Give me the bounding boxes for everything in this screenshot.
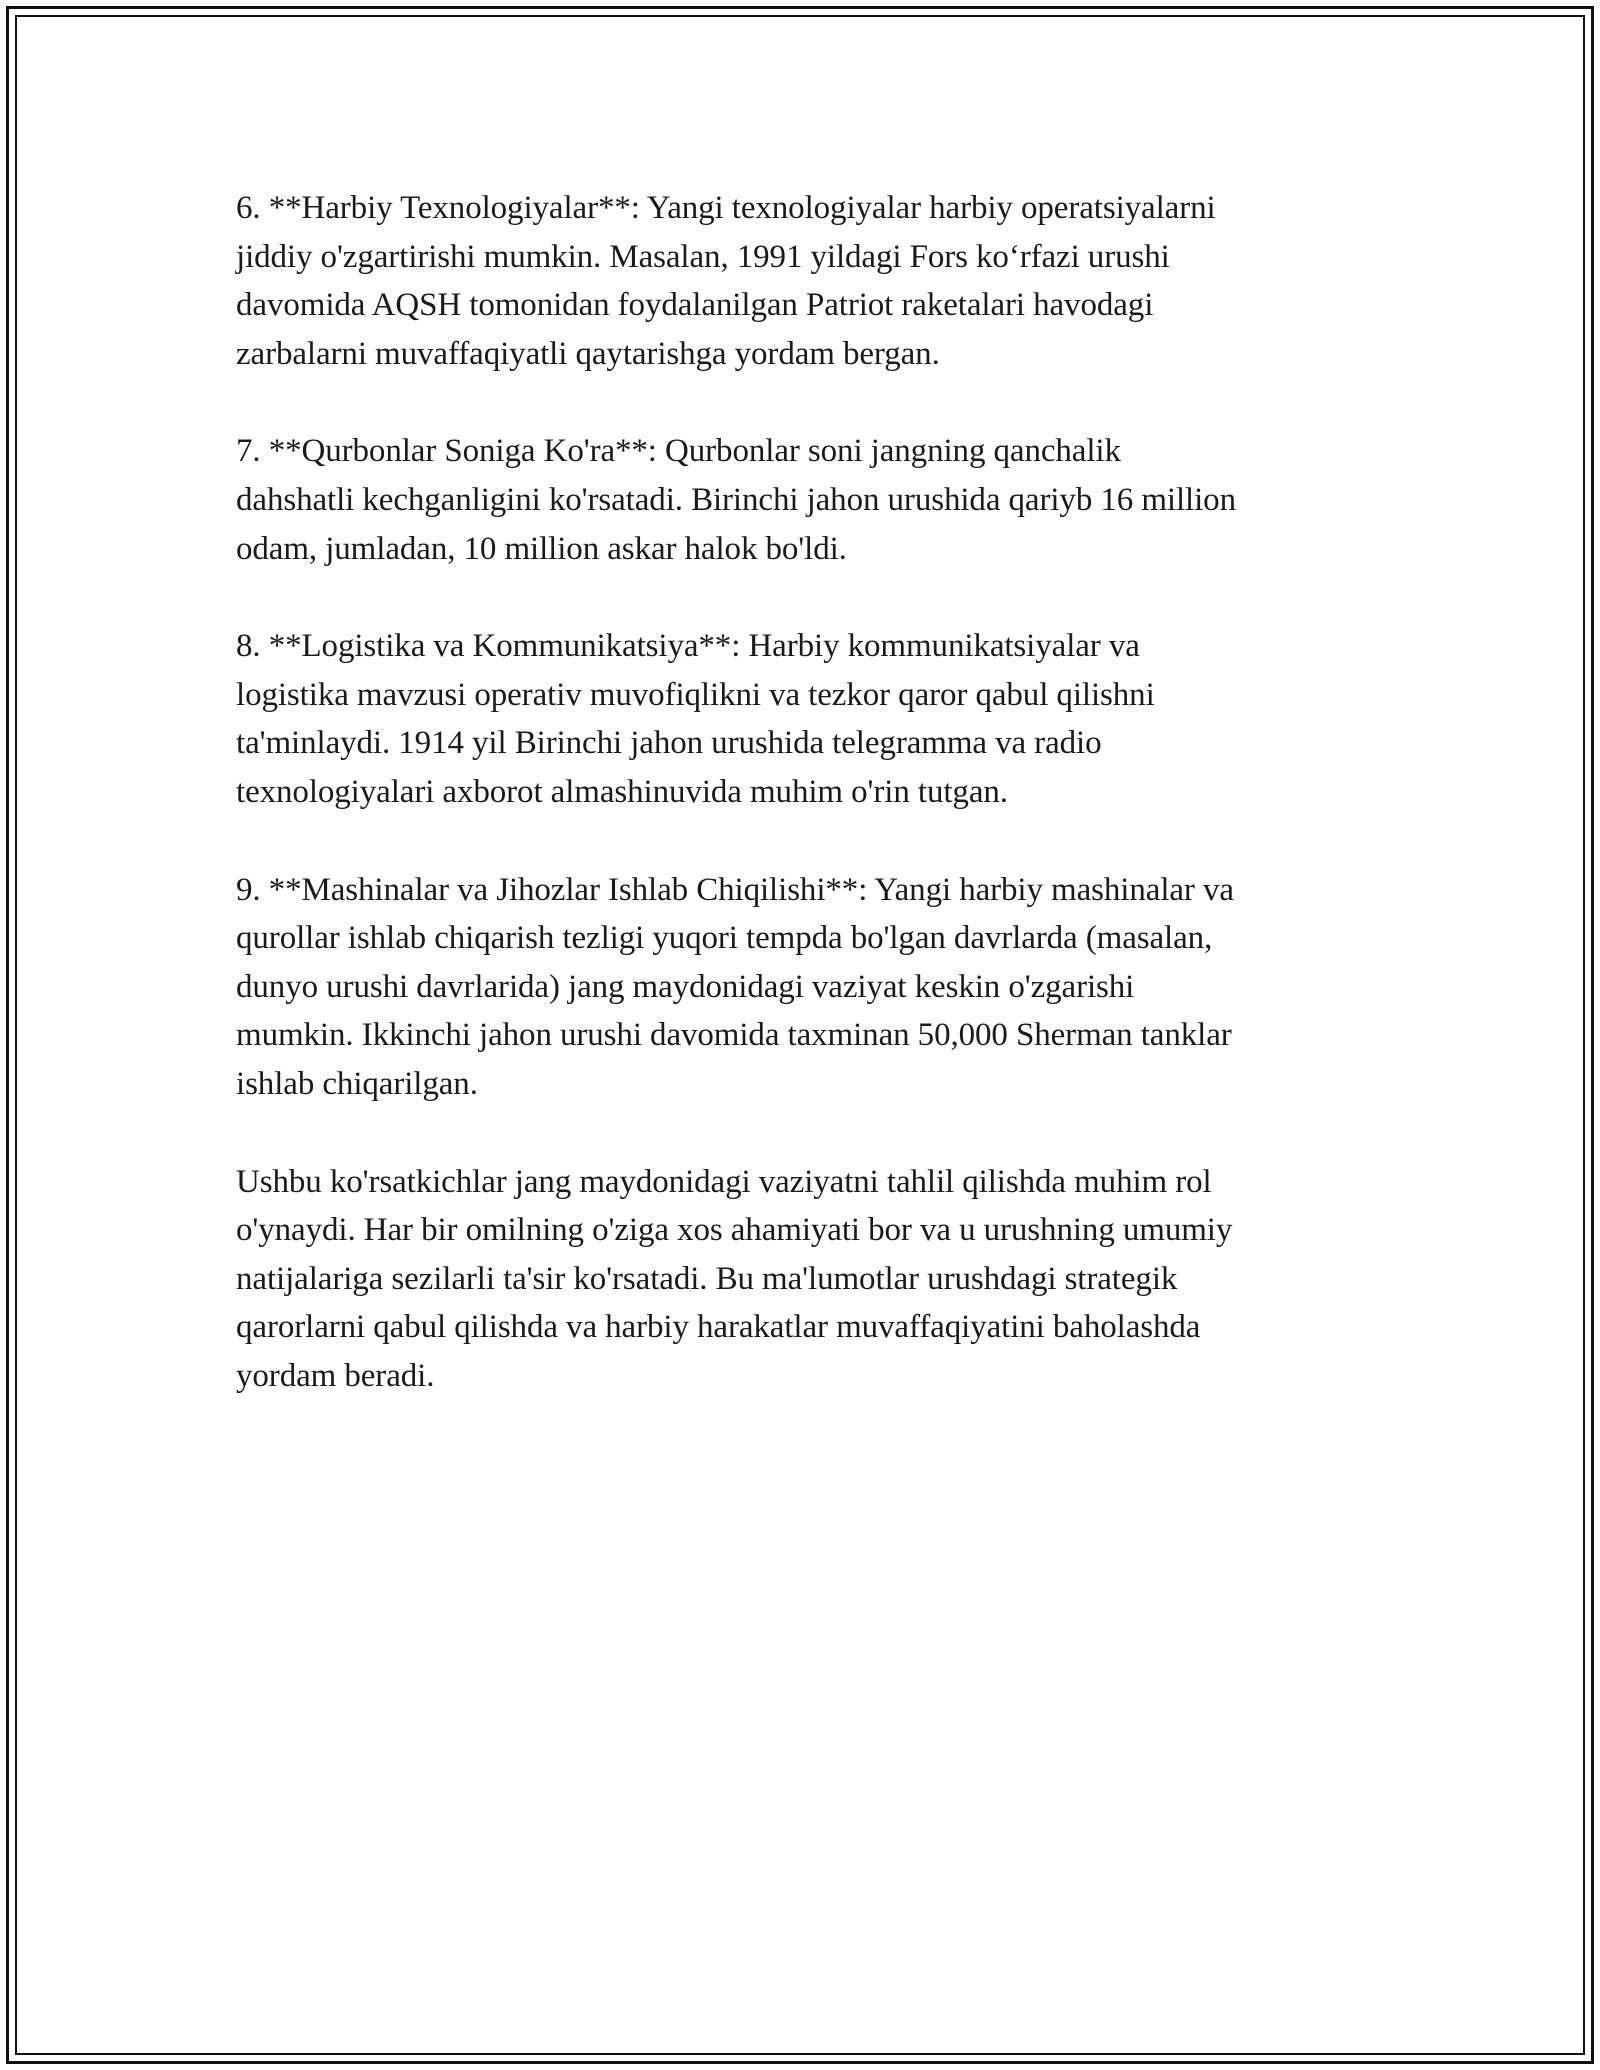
text-line: logistika mavzusi operativ muvofiqlikni va tezkor qaror qabul qilishni: [236, 676, 1155, 713]
text-line: 7. **Qurbonlar Soniga Ko'ra**: Qurbonlar soni jangning qanchalik: [236, 433, 1121, 470]
text-line: odam, jumladan, 10 million askar halok bo'ldi.: [236, 530, 847, 567]
text-line: 9. **Mashinalar va Jihozlar Ishlab Chiqilishi**: Yangi harbiy mashinalar va: [236, 871, 1234, 908]
text-line: 8. **Logistika va Kommunikatsiya**: Harbiy kommunikatsiyalar va: [236, 628, 1140, 665]
text-line: jiddiy o'zgartirishi mumkin. Masalan, 1991 yildagi Fors ko‘rfazi urushi: [236, 238, 1170, 275]
paragraph-casualties: [236, 427, 1376, 573]
text-line: natijalariga sezilarli ta'sir ko'rsatadi. Bu ma'lumotlar urushdagi strategik: [236, 1260, 1178, 1297]
text-line: dahshatli kechganligini ko'rsatadi. Birinchi jahon urushida qariyb 16 million: [236, 481, 1236, 518]
text-line: zarbalarni muvaffaqiyatli qaytarishga yordam bergan.: [236, 335, 940, 372]
text-line: o'ynaydi. Har bir omilning o'ziga xos ahamiyati bor va u urushning umumiy: [236, 1212, 1233, 1249]
paragraph-vehicles-equipment: [236, 866, 1376, 1109]
text-line: davomida AQSH tomonidan foydalanilgan Patriot raketalari havodagi: [236, 287, 1154, 324]
text-line: yordam beradi.: [236, 1357, 435, 1394]
text-line: ta'minlaydi. 1914 yil Birinchi jahon urushida telegramma va radio: [236, 725, 1102, 762]
text-line: Ushbu ko'rsatkichlar jang maydonidagi vaziyatni tahlil qilishda muhim rol: [236, 1163, 1212, 1200]
document-body: [236, 184, 1376, 1449]
paragraph-conclusion: [236, 1158, 1376, 1401]
text-line: ishlab chiqarilgan.: [236, 1065, 478, 1102]
text-line: 6. **Harbiy Texnologiyalar**: Yangi texnologiyalar harbiy operatsiyalarni: [236, 190, 1216, 226]
paragraph-military-technologies: [236, 184, 1376, 378]
text-line: qurollar ishlab chiqarish tezligi yuqori tempda bo'lgan davrlarda (masalan,: [236, 920, 1213, 957]
text-line: qarorlarni qabul qilishda va harbiy harakatlar muvaffaqiyatini baholashda: [236, 1309, 1201, 1346]
text-line: texnologiyalari axborot almashinuvida muhim o'rin tutgan.: [236, 773, 1008, 810]
text-line: mumkin. Ikkinchi jahon urushi davomida taxminan 50,000 Sherman tanklar: [236, 1017, 1232, 1054]
paragraph-logistics-communication: [236, 622, 1376, 816]
text-line: dunyo urushi davrlarida) jang maydonidagi vaziyat keskin o'zgarishi: [236, 968, 1135, 1005]
